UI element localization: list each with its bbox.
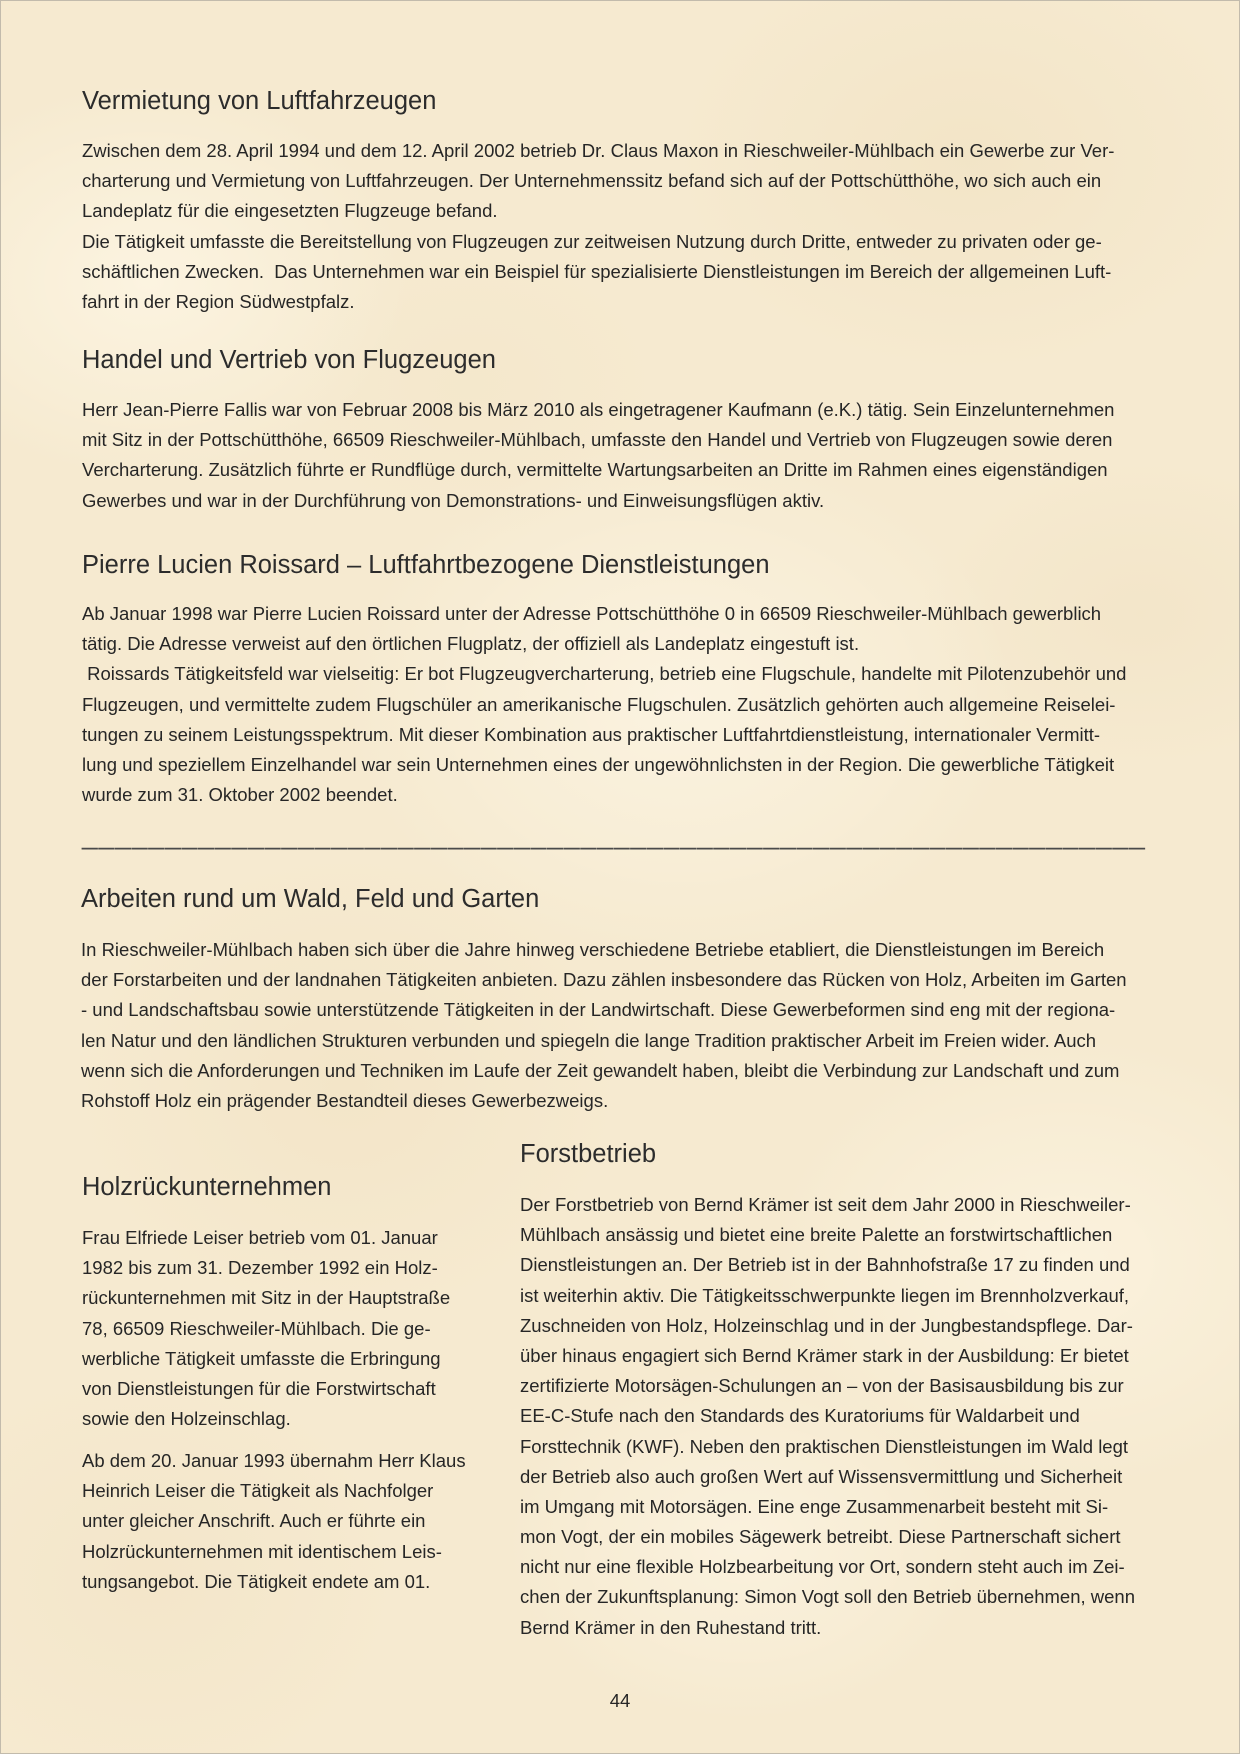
text-line: Frau Elfriede Leiser betrieb vom 01. Januar <box>82 1227 438 1248</box>
text-line: Ab dem 20. Januar 1993 übernahm Herr Klaus <box>82 1450 466 1471</box>
text-line: Mühlbach ansässig und bietet eine breite Palette an forstwirtschaftlichen <box>520 1224 1113 1246</box>
text-line: schäftlichen Zwecken. Das Unternehmen war ein Beispiel für spezialisierte Dienstleistungen im Bereich der allgemeinen Luft- <box>82 260 1112 282</box>
text-line: nicht nur eine flexible Holzbearbeitung vor Ort, sondern steht auch im Zei- <box>520 1556 1125 1578</box>
text-line: 1982 bis zum 31. Dezember 1992 ein Holz- <box>82 1257 438 1279</box>
text-line: zertifizierte Motorsägen-Schulungen an – von der Basisausbildung bis zur <box>520 1375 1124 1397</box>
text-line: Die Tätigkeit umfasste die Bereitstellung von Flugzeugen zur zeitweisen Nutzung durch Dritte, entweder zu privaten oder ge- <box>82 230 1102 252</box>
text-line: len Natur und den ländlichen Strukturen verbunden und spiegeln die lange Tradition praktischer Arbeit im Freien wider. Auch <box>81 1029 1097 1051</box>
heading-holzrueckunternehmen: Holzrückunternehmen <box>82 1173 332 1201</box>
text-line: fahrt in der Region Südwestpfalz. <box>82 290 355 312</box>
text-line: Zwischen dem 28. April 1994 und dem 12. April 2002 betrieb Dr. Claus Maxon in Rieschweiler-Mühlbach ein Gewerbe zur Ver- <box>82 140 1115 161</box>
heading-handel: Handel und Vertrieb von Flugzeugen <box>82 346 496 374</box>
paragraph-arbeiten <box>81 935 1127 1116</box>
text-line: Herr Jean-Pierre Fallis war von Februar 2008 bis März 2010 als eingetragener Kaufmann (e.K.) tätig. Sein Einzelunternehmen <box>82 399 1115 420</box>
paragraph-roissard <box>82 599 1126 810</box>
paragraph-holzrueck-2 <box>82 1446 466 1597</box>
text-line: Forsttechnik (KWF). Neben den praktischen Dienstleistungen im Wald legt <box>520 1435 1129 1457</box>
text-line: ist weiterhin aktiv. Die Tätigkeitsschwerpunkte liegen im Brennholzverkauf, <box>520 1284 1130 1306</box>
heading-arbeiten: Arbeiten rund um Wald, Feld und Garten <box>81 885 540 913</box>
text-line: Flugzeugen, und vermittelte zudem Flugschüler an amerikanische Flugschulen. Zusätzlich gehörten auch allgemeine Reiselei- <box>82 693 1116 715</box>
heading-vermietung: Vermietung von Luftfahrzeugen <box>82 87 437 115</box>
text-line: tungen zu seinem Leistungsspektrum. Mit dieser Kombination aus praktischer Luftfahrtdienstleistung, internationaler Vermitt- <box>82 723 1101 745</box>
text-line: Dienstleistungen an. Der Betrieb ist in der Bahnhofstraße 17 zu finden und <box>520 1254 1130 1276</box>
text-line: Rohstoff Holz ein prägender Bestandteil dieses Gewerbezweigs. <box>81 1089 609 1111</box>
text-line: von Dienstleistungen für die Forstwirtschaft <box>82 1377 436 1399</box>
paragraph-forstbetrieb <box>520 1190 1135 1643</box>
text-line: lung und speziellem Einzelhandel war sein Unternehmen eines der ungewöhnlichsten in der Region. Die gewerbliche Tätigkeit <box>82 753 1115 775</box>
text-line: Gewerbes und war in der Durchführung von Demonstrations- und Einweisungsflügen aktiv. <box>82 489 825 511</box>
heading-forstbetrieb: Forstbetrieb <box>520 1140 657 1168</box>
text-line: tungsangebot. Die Tätigkeit endete am 01. <box>82 1570 431 1592</box>
page-number: 44 <box>609 1690 631 1711</box>
text-line: In Rieschweiler-Mühlbach haben sich über die Jahre hinweg verschiedene Betriebe etabliert, die Dienstleistungen im Bereich <box>81 939 1105 960</box>
text-line: der Forstarbeiten und der landnahen Tätigkeiten anbieten. Dazu zählen insbesondere das Rücken von Holz, Arbeiten im Garten <box>81 969 1127 991</box>
text-line: über hinaus engagiert sich Bernd Krämer stark in der Ausbildung: Er bietet <box>520 1344 1129 1366</box>
paragraph-handel <box>82 395 1114 516</box>
text-line: mon Vogt, der ein mobiles Sägewerk betreibt. Diese Partnerschaft sichert <box>520 1526 1121 1548</box>
text-line: wurde zum 31. Oktober 2002 beendet. <box>82 784 398 806</box>
text-line: Holzrückunternehmen mit identischem Leis- <box>82 1540 442 1562</box>
section-divider: ________________________________________________________________ <box>82 819 1146 850</box>
text-line: charterung und Vermietung von Luftfahrzeugen. Der Unternehmenssitz befand sich auf der Pottschütthöhe, wo sich auch ein <box>82 170 1102 192</box>
text-line: Roissards Tätigkeitsfeld war vielseitig: Er bot Flugzeugvercharterung, betrieb eine Flugschule, handelte mit Pilotenzubehör und <box>82 663 1127 685</box>
paragraph-vermietung <box>82 136 1114 317</box>
text-line: - und Landschaftsbau sowie unterstützende Tätigkeiten in der Landwirtschaft. Diese Gewerbeformen sind eng mit der regiona- <box>81 999 1116 1021</box>
heading-roissard: Pierre Lucien Roissard – Luftfahrtbezogene Dienstleistungen <box>82 551 770 579</box>
text-line: chen der Zukunftsplanung: Simon Vogt soll den Betrieb übernehmen, wenn <box>520 1586 1136 1608</box>
text-line: Der Forstbetrieb von Bernd Krämer ist seit dem Jahr 2000 in Rieschweiler- <box>520 1194 1131 1215</box>
text-line: EE-C-Stufe nach den Standards des Kuratoriums für Waldarbeit und <box>520 1405 1080 1427</box>
text-line: 78, 66509 Rieschweiler-Mühlbach. Die ge- <box>82 1317 431 1339</box>
text-line: wenn sich die Anforderungen und Techniken im Laufe der Zeit gewandelt haben, bleibt die Verbindung zur Landschaft und zum <box>81 1059 1120 1081</box>
text-line: werbliche Tätigkeit umfasste die Erbringung <box>82 1347 441 1369</box>
text-line: rückunternehmen mit Sitz in der Hauptstraße <box>82 1287 451 1309</box>
text-line: im Umgang mit Motorsägen. Eine enge Zusammenarbeit besteht mit Si- <box>520 1495 1109 1517</box>
text-line: Ab Januar 1998 war Pierre Lucien Roissard unter der Adresse Pottschütthöhe 0 in 66509 Rieschweiler-Mühlbach gewerblich <box>82 603 1102 624</box>
text-line: der Betrieb also auch großen Wert auf Wissensvermittlung und Sicherheit <box>520 1465 1123 1487</box>
text-line: mit Sitz in der Pottschütthöhe, 66509 Rieschweiler-Mühlbach, umfasste den Handel und Vertrieb von Flugzeugen sowie deren <box>82 429 1113 451</box>
paragraph-holzrueck-1 <box>82 1223 450 1434</box>
text-line: Vercharterung. Zusätzlich führte er Rundflüge durch, vermittelte Wartungsarbeiten an Dritte im Rahmen eines eigenständigen <box>82 459 1108 481</box>
text-line: Zuschneiden von Holz, Holzeinschlag und in der Jungbestandspflege. Dar- <box>520 1314 1133 1336</box>
text-line: sowie den Holzeinschlag. <box>82 1408 291 1430</box>
text-line: Landeplatz für die eingesetzten Flugzeuge befand. <box>82 200 498 222</box>
text-line: Bernd Krämer in den Ruhestand tritt. <box>520 1616 822 1638</box>
text-line: unter gleicher Anschrift. Auch er führte ein <box>82 1510 426 1532</box>
text-line: tätig. Die Adresse verweist auf den örtlichen Flugplatz, der offiziell als Landeplatz eingestuft ist. <box>82 633 860 655</box>
text-line: Heinrich Leiser die Tätigkeit als Nachfolger <box>82 1480 434 1502</box>
